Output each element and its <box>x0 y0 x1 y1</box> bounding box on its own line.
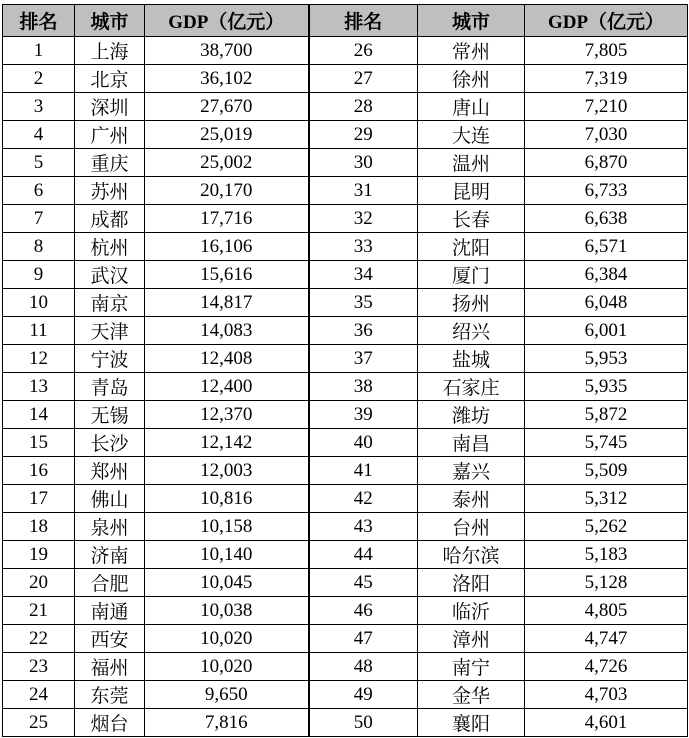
city-cell: 泉州 <box>75 513 145 541</box>
city-cell: 金华 <box>418 681 525 709</box>
city-cell: 台州 <box>418 513 525 541</box>
city-cell: 盐城 <box>418 345 525 373</box>
gdp-cell: 6,870 <box>525 149 688 177</box>
header-gdp-right: GDP（亿元） <box>525 5 688 37</box>
city-cell: 南昌 <box>418 429 525 457</box>
gdp-cell: 7,805 <box>525 37 688 65</box>
city-cell: 重庆 <box>75 149 145 177</box>
table-row <box>3 345 688 373</box>
gdp-cell: 6,384 <box>525 261 688 289</box>
table-row <box>3 429 688 457</box>
gdp-cell: 10,020 <box>145 625 309 653</box>
gdp-cell: 4,726 <box>525 653 688 681</box>
gdp-cell: 10,158 <box>145 513 309 541</box>
gdp-cell: 12,003 <box>145 457 309 485</box>
gdp-cell: 14,817 <box>145 289 309 317</box>
rank-cell: 50 <box>309 709 418 737</box>
header-city-right: 城市 <box>418 5 525 37</box>
gdp-cell: 16,106 <box>145 233 309 261</box>
rank-cell: 22 <box>3 625 75 653</box>
city-cell: 合肥 <box>75 569 145 597</box>
rank-cell: 30 <box>309 149 418 177</box>
city-cell: 长沙 <box>75 429 145 457</box>
table-row <box>3 681 688 709</box>
table-row <box>3 289 688 317</box>
gdp-cell: 4,747 <box>525 625 688 653</box>
city-cell: 徐州 <box>418 65 525 93</box>
rank-cell: 16 <box>3 457 75 485</box>
table-row <box>3 261 688 289</box>
gdp-cell: 7,816 <box>145 709 309 737</box>
rank-cell: 13 <box>3 373 75 401</box>
rank-cell: 43 <box>309 513 418 541</box>
rank-cell: 26 <box>309 37 418 65</box>
header-rank-left: 排名 <box>3 5 75 37</box>
gdp-cell: 4,601 <box>525 709 688 737</box>
city-cell: 上海 <box>75 37 145 65</box>
gdp-cell: 6,638 <box>525 205 688 233</box>
rank-cell: 41 <box>309 457 418 485</box>
table-row <box>3 121 688 149</box>
gdp-cell: 17,716 <box>145 205 309 233</box>
city-cell: 潍坊 <box>418 401 525 429</box>
city-cell: 沈阳 <box>418 233 525 261</box>
city-cell: 南京 <box>75 289 145 317</box>
rank-cell: 46 <box>309 597 418 625</box>
rank-cell: 34 <box>309 261 418 289</box>
city-cell: 洛阳 <box>418 569 525 597</box>
rank-cell: 40 <box>309 429 418 457</box>
gdp-cell: 10,038 <box>145 597 309 625</box>
rank-cell: 14 <box>3 401 75 429</box>
gdp-cell: 5,128 <box>525 569 688 597</box>
table-row <box>3 653 688 681</box>
rank-cell: 45 <box>309 569 418 597</box>
table-row <box>3 177 688 205</box>
gdp-cell: 5,872 <box>525 401 688 429</box>
header-city-left: 城市 <box>75 5 145 37</box>
rank-cell: 37 <box>309 345 418 373</box>
rank-cell: 6 <box>3 177 75 205</box>
gdp-cell: 6,048 <box>525 289 688 317</box>
rank-cell: 11 <box>3 317 75 345</box>
city-cell: 青岛 <box>75 373 145 401</box>
gdp-cell: 36,102 <box>145 65 309 93</box>
city-cell: 嘉兴 <box>418 457 525 485</box>
rank-cell: 7 <box>3 205 75 233</box>
table-row <box>3 233 688 261</box>
gdp-cell: 12,408 <box>145 345 309 373</box>
rank-cell: 49 <box>309 681 418 709</box>
city-cell: 西安 <box>75 625 145 653</box>
table-row <box>3 401 688 429</box>
city-cell: 厦门 <box>418 261 525 289</box>
rank-cell: 35 <box>309 289 418 317</box>
gdp-cell: 7,210 <box>525 93 688 121</box>
gdp-cell: 10,816 <box>145 485 309 513</box>
city-cell: 广州 <box>75 121 145 149</box>
table-row <box>3 485 688 513</box>
city-cell: 襄阳 <box>418 709 525 737</box>
rank-cell: 3 <box>3 93 75 121</box>
gdp-ranking-table <box>2 4 688 737</box>
header-gdp-left: GDP（亿元） <box>145 5 309 37</box>
rank-cell: 47 <box>309 625 418 653</box>
city-cell: 无锡 <box>75 401 145 429</box>
city-cell: 扬州 <box>418 289 525 317</box>
rank-cell: 39 <box>309 401 418 429</box>
table-row <box>3 373 688 401</box>
gdp-cell: 4,703 <box>525 681 688 709</box>
gdp-cell: 7,319 <box>525 65 688 93</box>
rank-cell: 15 <box>3 429 75 457</box>
city-cell: 南宁 <box>418 653 525 681</box>
city-cell: 济南 <box>75 541 145 569</box>
table-row <box>3 37 688 65</box>
city-cell: 杭州 <box>75 233 145 261</box>
gdp-cell: 25,002 <box>145 149 309 177</box>
gdp-cell: 12,370 <box>145 401 309 429</box>
gdp-cell: 10,020 <box>145 653 309 681</box>
rank-cell: 18 <box>3 513 75 541</box>
table-body <box>3 37 688 737</box>
city-cell: 漳州 <box>418 625 525 653</box>
gdp-cell: 5,935 <box>525 373 688 401</box>
rank-cell: 23 <box>3 653 75 681</box>
gdp-cell: 6,571 <box>525 233 688 261</box>
rank-cell: 42 <box>309 485 418 513</box>
rank-cell: 12 <box>3 345 75 373</box>
gdp-cell: 9,650 <box>145 681 309 709</box>
city-cell: 长春 <box>418 205 525 233</box>
rank-cell: 44 <box>309 541 418 569</box>
rank-cell: 32 <box>309 205 418 233</box>
table-row <box>3 597 688 625</box>
table-row <box>3 93 688 121</box>
city-cell: 哈尔滨 <box>418 541 525 569</box>
rank-cell: 9 <box>3 261 75 289</box>
gdp-cell: 14,083 <box>145 317 309 345</box>
city-cell: 温州 <box>418 149 525 177</box>
gdp-cell: 5,509 <box>525 457 688 485</box>
gdp-cell: 20,170 <box>145 177 309 205</box>
gdp-cell: 5,262 <box>525 513 688 541</box>
rank-cell: 25 <box>3 709 75 737</box>
city-cell: 南通 <box>75 597 145 625</box>
rank-cell: 27 <box>309 65 418 93</box>
gdp-cell: 10,045 <box>145 569 309 597</box>
rank-cell: 38 <box>309 373 418 401</box>
rank-cell: 1 <box>3 37 75 65</box>
gdp-cell: 12,400 <box>145 373 309 401</box>
rank-cell: 21 <box>3 597 75 625</box>
city-cell: 宁波 <box>75 345 145 373</box>
city-cell: 东莞 <box>75 681 145 709</box>
rank-cell: 28 <box>309 93 418 121</box>
rank-cell: 24 <box>3 681 75 709</box>
table-row <box>3 709 688 737</box>
city-cell: 佛山 <box>75 485 145 513</box>
gdp-cell: 38,700 <box>145 37 309 65</box>
city-cell: 苏州 <box>75 177 145 205</box>
city-cell: 武汉 <box>75 261 145 289</box>
gdp-cell: 7,030 <box>525 121 688 149</box>
city-cell: 北京 <box>75 65 145 93</box>
rank-cell: 20 <box>3 569 75 597</box>
city-cell: 临沂 <box>418 597 525 625</box>
city-cell: 石家庄 <box>418 373 525 401</box>
table-row <box>3 541 688 569</box>
rank-cell: 4 <box>3 121 75 149</box>
gdp-cell: 25,019 <box>145 121 309 149</box>
city-cell: 烟台 <box>75 709 145 737</box>
gdp-cell: 15,616 <box>145 261 309 289</box>
rank-cell: 5 <box>3 149 75 177</box>
rank-cell: 31 <box>309 177 418 205</box>
gdp-cell: 5,953 <box>525 345 688 373</box>
city-cell: 泰州 <box>418 485 525 513</box>
city-cell: 成都 <box>75 205 145 233</box>
gdp-cell: 5,312 <box>525 485 688 513</box>
city-cell: 昆明 <box>418 177 525 205</box>
rank-cell: 8 <box>3 233 75 261</box>
city-cell: 绍兴 <box>418 317 525 345</box>
header-rank-right: 排名 <box>309 5 418 37</box>
city-cell: 大连 <box>418 121 525 149</box>
rank-cell: 17 <box>3 485 75 513</box>
city-cell: 常州 <box>418 37 525 65</box>
table-row <box>3 625 688 653</box>
gdp-cell: 27,670 <box>145 93 309 121</box>
city-cell: 郑州 <box>75 457 145 485</box>
city-cell: 唐山 <box>418 93 525 121</box>
gdp-cell: 5,745 <box>525 429 688 457</box>
gdp-cell: 12,142 <box>145 429 309 457</box>
rank-cell: 33 <box>309 233 418 261</box>
gdp-cell: 10,140 <box>145 541 309 569</box>
gdp-cell: 6,733 <box>525 177 688 205</box>
gdp-cell: 5,183 <box>525 541 688 569</box>
city-cell: 天津 <box>75 317 145 345</box>
table-row <box>3 317 688 345</box>
rank-cell: 10 <box>3 289 75 317</box>
table-row <box>3 205 688 233</box>
rank-cell: 36 <box>309 317 418 345</box>
rank-cell: 48 <box>309 653 418 681</box>
rank-cell: 19 <box>3 541 75 569</box>
gdp-cell: 4,805 <box>525 597 688 625</box>
gdp-cell: 6,001 <box>525 317 688 345</box>
city-cell: 深圳 <box>75 93 145 121</box>
rank-cell: 2 <box>3 65 75 93</box>
table-row <box>3 569 688 597</box>
city-cell: 福州 <box>75 653 145 681</box>
table-row <box>3 149 688 177</box>
rank-cell: 29 <box>309 121 418 149</box>
table-row <box>3 457 688 485</box>
header-row <box>3 5 688 37</box>
table-row <box>3 513 688 541</box>
table-row <box>3 65 688 93</box>
